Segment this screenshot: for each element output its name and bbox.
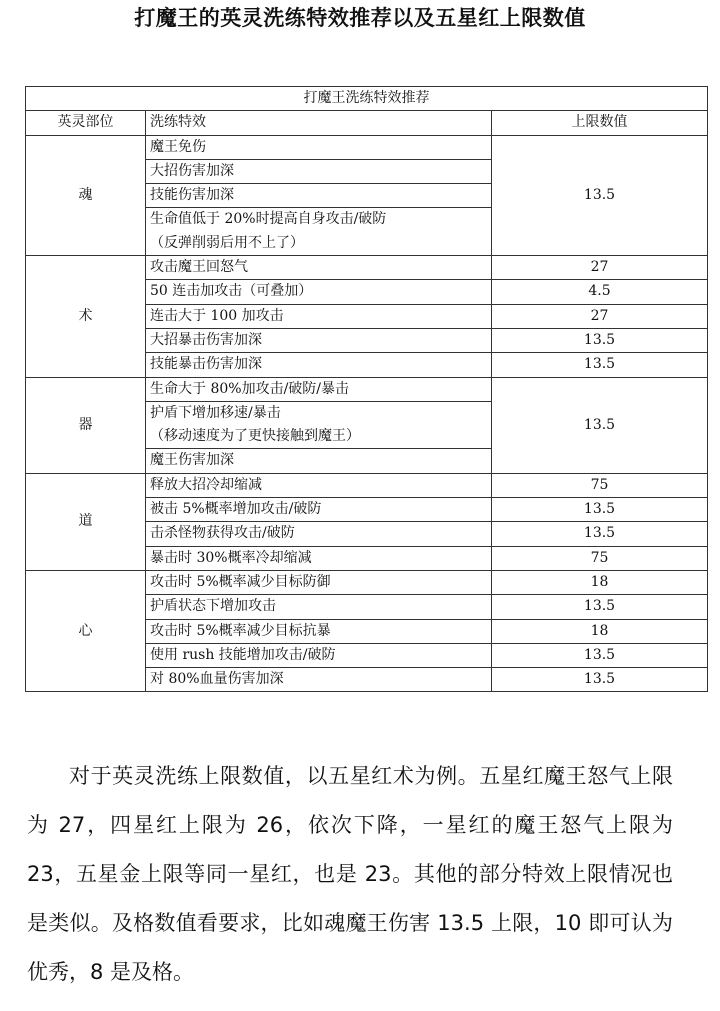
effect-cell: 生命大于 80%加攻击/破防/暴击	[146, 377, 492, 401]
value-cell: 18	[492, 570, 708, 594]
table-caption: 打魔王洗练特效推荐	[26, 87, 708, 111]
effect-cell: 攻击时 5%概率减少目标防御	[146, 570, 492, 594]
effect-cell: 攻击魔王回怒气	[146, 256, 492, 280]
effect-cell: 被击 5%概率增加攻击/破防	[146, 498, 492, 522]
effect-cell-multiline	[146, 401, 492, 449]
part-cell-dao: 道	[26, 473, 146, 570]
effect-cell: 大招伤害加深	[146, 159, 492, 183]
table-header-row	[26, 111, 708, 135]
table-row	[26, 473, 708, 497]
header-effect: 洗练特效	[146, 111, 492, 135]
value-cell: 4.5	[492, 280, 708, 304]
header-part: 英灵部位	[26, 111, 146, 135]
value-cell: 13.5	[492, 522, 708, 546]
value-cell-hun: 13.5	[492, 135, 708, 255]
table-caption-row	[26, 87, 708, 111]
effect-note: （反弹削弱后用不上了）	[150, 234, 304, 251]
value-cell: 18	[492, 619, 708, 643]
value-cell: 13.5	[492, 353, 708, 377]
header-value: 上限数值	[492, 111, 708, 135]
effect-note: （移动速度为了更快接触到魔王）	[150, 428, 360, 445]
page-title: 打魔王的英灵洗练特效推荐以及五星红上限数值	[134, 5, 586, 30]
effect-cell: 大招暴击伤害加深	[146, 328, 492, 352]
effect-cell: 击杀怪物获得攻击/破防	[146, 522, 492, 546]
value-cell: 13.5	[492, 595, 708, 619]
effect-cell: 魔王免伤	[146, 135, 492, 159]
value-cell: 13.5	[492, 643, 708, 667]
effect-cell: 魔王伤害加深	[146, 449, 492, 473]
effect-cell-multiline	[146, 208, 492, 256]
explanation-paragraph: 对于英灵洗练上限数值，以五星红术为例。五星红魔王怒气上限为 27，四星红上限为 26，依次下降，一星红的魔王怒气上限为 23，五星金上限等同一星红，也是 23。其他的部分特效上限情况也是类似。及格数值看要求，比如魂魔王伤害 13.5 上限，10 即可认为优秀，8 是及格。	[27, 764, 673, 984]
effect-cell: 释放大招冷却缩减	[146, 473, 492, 497]
value-cell: 75	[492, 473, 708, 497]
value-cell: 75	[492, 546, 708, 570]
effect-cell: 对 80%血量伤害加深	[146, 668, 492, 692]
part-cell-xin: 心	[26, 570, 146, 691]
value-cell-qi: 13.5	[492, 377, 708, 473]
value-cell: 27	[492, 304, 708, 328]
table-row	[26, 256, 708, 280]
effect-line: 生命值低于 20%时提高自身攻击/破防	[150, 211, 387, 228]
table-row	[26, 570, 708, 594]
value-cell: 13.5	[492, 668, 708, 692]
table-row	[26, 377, 708, 401]
table-row	[26, 135, 708, 159]
value-cell: 27	[492, 256, 708, 280]
value-cell: 13.5	[492, 328, 708, 352]
effect-cell: 连击大于 100 加攻击	[146, 304, 492, 328]
value-cell: 13.5	[492, 498, 708, 522]
effect-cell: 技能暴击伤害加深	[146, 353, 492, 377]
part-cell-qi: 器	[26, 377, 146, 473]
effect-cell: 技能伤害加深	[146, 184, 492, 208]
effect-cell: 使用 rush 技能增加攻击/破防	[146, 643, 492, 667]
effect-line: 护盾下增加移速/暴击	[150, 404, 281, 421]
effect-cell: 暴击时 30%概率冷却缩减	[146, 546, 492, 570]
recommendation-table	[25, 86, 708, 692]
part-cell-hun: 魂	[26, 135, 146, 255]
effect-cell: 50 连击加攻击（可叠加）	[146, 280, 492, 304]
effect-cell: 攻击时 5%概率减少目标抗暴	[146, 619, 492, 643]
part-cell-shu: 术	[26, 256, 146, 377]
effect-cell: 护盾状态下增加攻击	[146, 595, 492, 619]
